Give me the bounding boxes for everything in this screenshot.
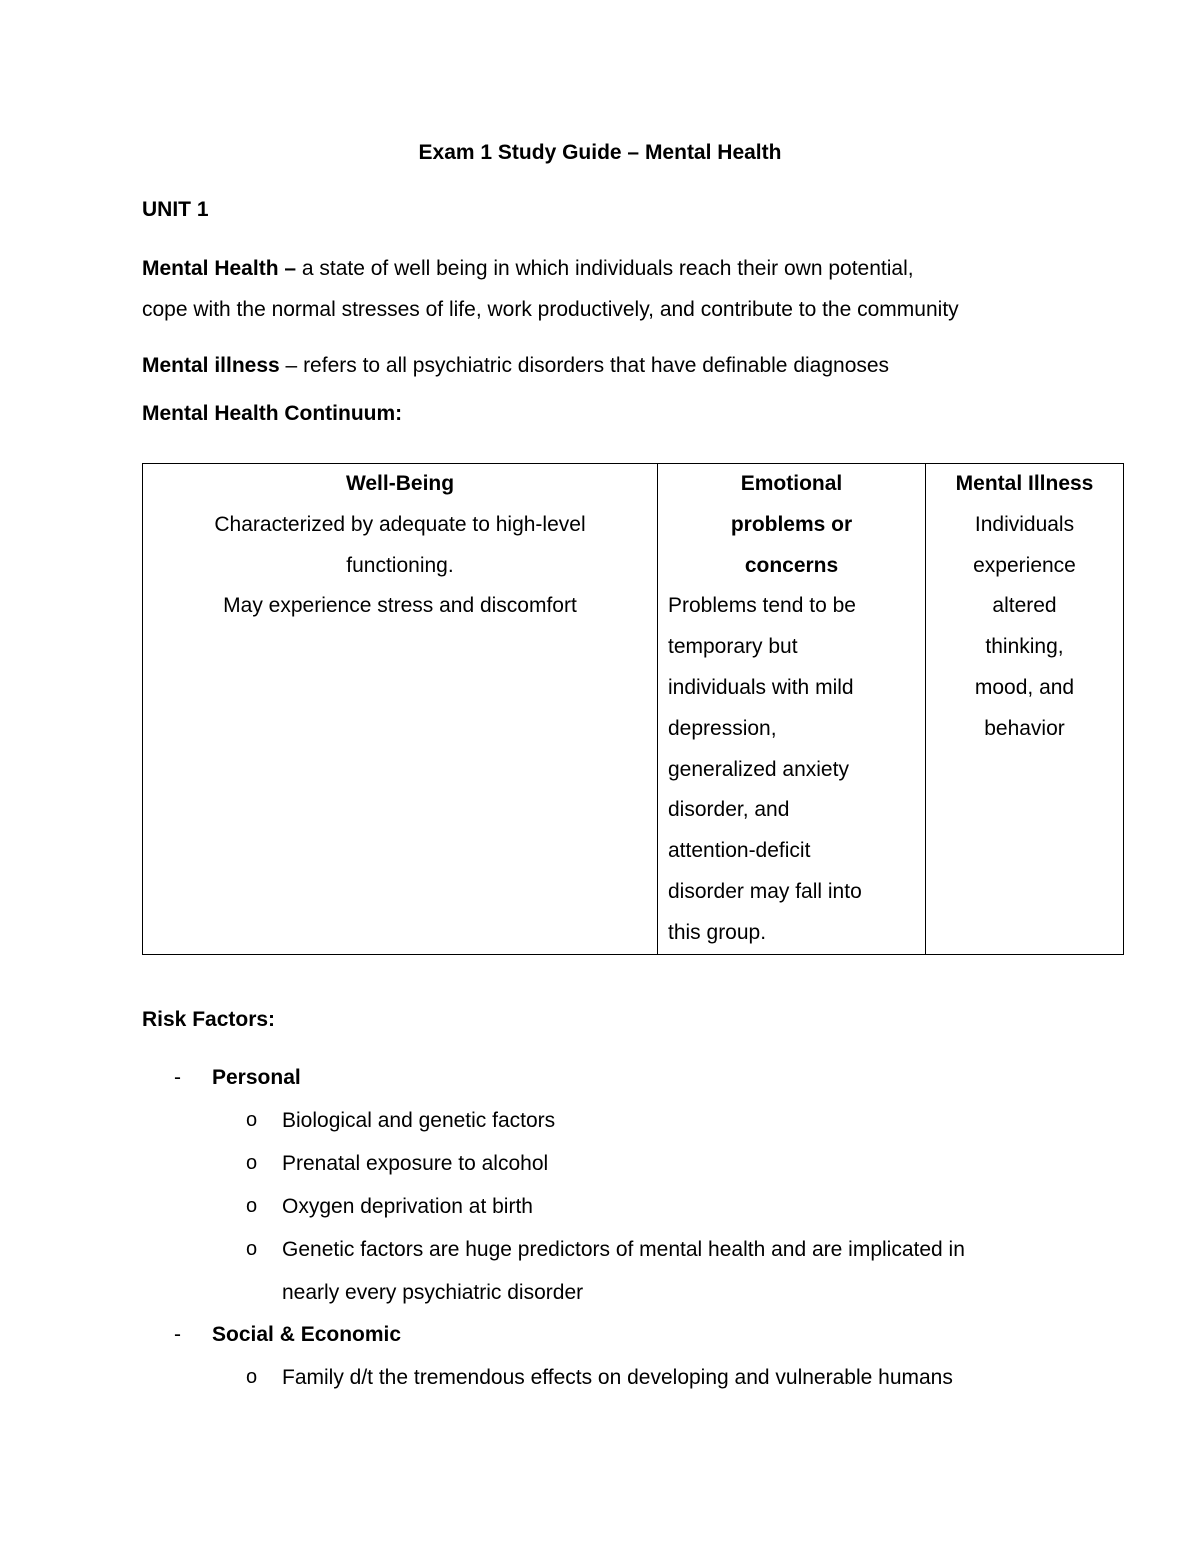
risk-factors-heading: Risk Factors: <box>142 1008 276 1031</box>
mental-illness-definition-text: – refers to all psychiatric disorders that have definable diagnoses <box>279 354 890 377</box>
risk-category-label: Personal <box>212 1066 301 1089</box>
mental-illness-line: thinking, <box>985 635 1064 659</box>
emotional-problems-line: this group. <box>668 920 767 944</box>
emotional-problems-line: disorder may fall into <box>668 879 862 903</box>
continuum-table <box>142 463 1124 955</box>
emotional-problems-line: Problems tend to be <box>668 594 856 618</box>
list-item <box>142 1099 1062 1142</box>
circle-bullet-icon: o <box>246 1366 258 1388</box>
emotional-problems-header-line: concerns <box>744 553 839 577</box>
mental-illness-term: Mental illness <box>142 354 280 377</box>
emotional-problems-header-line: Emotional <box>740 472 843 495</box>
emotional-problems-line: generalized anxiety <box>668 757 849 781</box>
dash-bullet: - <box>174 1066 181 1089</box>
emotional-problems-line: individuals with mild <box>668 675 854 699</box>
table-row <box>143 464 1124 955</box>
circle-bullet-icon: o <box>246 1109 258 1131</box>
emotional-problems-header-line: problems or <box>730 512 853 536</box>
list-item-continuation <box>142 1271 1062 1314</box>
list-item <box>142 1356 1062 1399</box>
well-being-line: functioning. <box>346 553 454 577</box>
list-item-text: Biological and genetic factors <box>282 1109 556 1132</box>
mental-illness-line: experience <box>973 553 1076 577</box>
risk-factors-list <box>142 1057 1062 1399</box>
circle-bullet-icon: o <box>246 1152 258 1174</box>
list-item <box>142 1228 1062 1271</box>
mental-illness-line: Individuals <box>974 512 1075 536</box>
list-item-text: Genetic factors are huge predictors of mental health and are implicated in <box>282 1238 965 1261</box>
list-item <box>142 1185 1062 1228</box>
list-item-text: Oxygen deprivation at birth <box>282 1195 533 1218</box>
list-item <box>142 1142 1062 1185</box>
risk-category-personal <box>142 1057 1062 1099</box>
document-title: Exam 1 Study Guide – Mental Health <box>418 141 782 164</box>
well-being-line: May experience stress and discomfort <box>223 594 577 618</box>
continuum-heading: Mental Health Continuum: <box>142 402 403 425</box>
emotional-problems-line: disorder, and <box>668 798 790 822</box>
mental-health-definition-line1: a state of well being in which individuals reach their own potential, <box>296 257 914 280</box>
emotional-problems-line: temporary but <box>668 635 798 659</box>
well-being-cell <box>143 464 658 955</box>
emotional-problems-line: attention-deficit <box>668 839 811 863</box>
mental-illness-line: mood, and <box>974 675 1075 699</box>
mental-health-definition-line2: cope with the normal stresses of life, work productively, and contribute to the community <box>142 298 959 321</box>
mental-illness-line: altered <box>992 594 1057 618</box>
mental-illness-line: behavior <box>984 716 1065 740</box>
list-item-text: nearly every psychiatric disorder <box>282 1281 584 1304</box>
mental-illness-cell <box>926 464 1124 955</box>
list-item-text: Family d/t the tremendous effects on developing and vulnerable humans <box>282 1366 953 1389</box>
dash-bullet: - <box>174 1323 181 1346</box>
emotional-problems-line: depression, <box>668 716 777 740</box>
mental-health-definition <box>142 248 1072 330</box>
circle-bullet-icon: o <box>246 1195 258 1217</box>
risk-category-label: Social & Economic <box>212 1323 402 1346</box>
list-item-text: Prenatal exposure to alcohol <box>282 1152 549 1175</box>
mental-illness-definition <box>142 345 1072 386</box>
well-being-header: Well-Being <box>345 472 455 495</box>
circle-bullet-icon: o <box>246 1238 258 1260</box>
risk-category-social-economic <box>142 1314 1062 1356</box>
emotional-problems-cell <box>658 464 926 955</box>
mental-illness-header: Mental Illness <box>955 472 1094 495</box>
well-being-line: Characterized by adequate to high-level <box>214 512 586 536</box>
unit-heading: UNIT 1 <box>142 198 209 221</box>
mental-health-term: Mental Health – <box>142 257 297 280</box>
